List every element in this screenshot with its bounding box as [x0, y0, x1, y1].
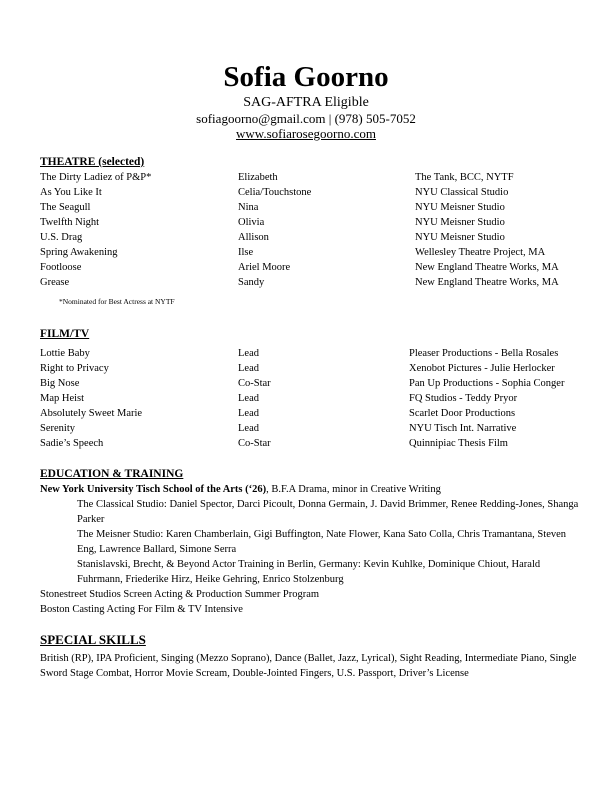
studio-training: Stanislavski, Brecht, & Beyond Actor Training in Berlin, Germany: Kevin Kuhlke, Dominique Chiout, Harald Fuhrmann, Friederike Hirz, Heike Gehring, Enrico Stolzenburg: [77, 559, 541, 585]
production-title: Grease: [40, 277, 70, 288]
role: Elizabeth: [238, 172, 278, 183]
role: Ilse: [238, 247, 254, 258]
education-heading: EDUCATION & TRAINING: [40, 468, 184, 480]
production-company: FQ Studios - Teddy Pryor: [409, 393, 518, 404]
venue: NYU Meisner Studio: [415, 217, 505, 228]
production-company: Scarlet Door Productions: [409, 408, 516, 419]
role: Celia/Touchstone: [238, 187, 312, 198]
school-line: [40, 482, 580, 497]
production-title: Footloose: [40, 262, 82, 273]
education-section: [40, 482, 580, 617]
role: Lead: [238, 423, 259, 434]
other-training: Boston Casting Acting For Film & TV Intensive: [40, 604, 243, 615]
role: Lead: [238, 348, 259, 359]
degree: , B.F.A Drama, minor in Creative Writing: [266, 484, 441, 495]
actor-name: Sofia Goorno: [223, 61, 389, 93]
table-row: [0, 245, 612, 260]
other-training: Stonestreet Studios Screen Acting & Production Summer Program: [40, 589, 320, 600]
role: Co-Star: [238, 378, 271, 389]
production-title: Right to Privacy: [40, 363, 109, 374]
table-row: [0, 346, 612, 361]
role: Co-Star: [238, 438, 271, 449]
production-company: Pleaser Productions - Bella Rosales: [409, 348, 559, 359]
venue: NYU Meisner Studio: [415, 232, 505, 243]
venue: New England Theatre Works, MA: [415, 262, 559, 273]
film-tv-heading: FILM/TV: [40, 328, 90, 340]
production-title: Big Nose: [40, 378, 80, 389]
nomination-note: *Nominated for Best Actress at NYTF: [59, 297, 175, 306]
union-status: SAG-AFTRA Eligible: [243, 95, 369, 110]
table-row: [0, 436, 612, 451]
table-row: [0, 275, 612, 290]
table-row: [0, 376, 612, 391]
table-row: [0, 391, 612, 406]
film-tv-credits: [0, 346, 612, 451]
table-row: [0, 200, 612, 215]
studio-training: The Meisner Studio: Karen Chamberlain, Gigi Buffington, Nate Flower, Kana Sato Colla, Chris Tramantana, Steven Eng, Lawrence Ballard, Simone Serra: [77, 529, 567, 555]
production-title: The Dirty Ladiez of P&P*: [40, 172, 152, 183]
production-title: Map Heist: [40, 393, 85, 404]
production-title: Twelfth Night: [40, 217, 100, 228]
table-row: [0, 215, 612, 230]
school-name: New York University Tisch School of the Arts (‘26): [40, 484, 267, 495]
production-title: Spring Awakening: [40, 247, 118, 258]
production-title: The Seagull: [40, 202, 91, 213]
production-title: Sadie’s Speech: [40, 438, 104, 449]
resume-header: [0, 60, 612, 141]
table-row: [0, 185, 612, 200]
table-row: [0, 361, 612, 376]
role: Olivia: [238, 217, 265, 228]
table-row: [0, 170, 612, 185]
production-company: Pan Up Productions - Sophia Conger: [409, 378, 565, 389]
production-title: As You Like It: [40, 187, 102, 198]
role: Lead: [238, 393, 259, 404]
production-title: U.S. Drag: [40, 232, 83, 243]
theatre-credits: [0, 170, 612, 290]
table-row: [0, 230, 612, 245]
production-title: Serenity: [40, 423, 75, 434]
venue: New England Theatre Works, MA: [415, 277, 559, 288]
contact-info: sofiagoorno@gmail.com | (978) 505-7052: [196, 111, 416, 126]
role: Sandy: [238, 277, 265, 288]
production-company: Xenobot Pictures - Julie Herlocker: [409, 363, 555, 374]
table-row: [0, 406, 612, 421]
table-row: [0, 260, 612, 275]
role: Nina: [238, 202, 259, 213]
venue: NYU Meisner Studio: [415, 202, 505, 213]
skills-heading: SPECIAL SKILLS: [40, 632, 146, 647]
table-row: [0, 421, 612, 436]
studio-training: The Classical Studio: Daniel Spector, Darci Picoult, Donna Germain, J. David Brimmer, Renee Redding-Jones, Shanga Parker: [77, 499, 579, 525]
theatre-heading: THEATRE (selected): [40, 156, 145, 168]
role: Lead: [238, 408, 259, 419]
production-company: NYU Tisch Int. Narrative: [409, 423, 517, 434]
role: Ariel Moore: [238, 262, 291, 273]
production-title: Lottie Baby: [40, 348, 90, 359]
production-title: Absolutely Sweet Marie: [40, 408, 143, 419]
role: Allison: [238, 232, 269, 243]
website-link[interactable]: www.sofiarosegoorno.com: [236, 126, 376, 141]
venue: NYU Classical Studio: [415, 187, 509, 198]
venue: Wellesley Theatre Project, MA: [415, 247, 546, 258]
venue: The Tank, BCC, NYTF: [415, 172, 514, 183]
production-company: Quinnipiac Thesis Film: [409, 438, 508, 449]
skills-list: British (RP), IPA Proficient, Singing (Mezzo Soprano), Dance (Ballet, Jazz, Lyrical), Sight Reading, Intermediate Piano, Single Sword Stage Combat, Horror Movie Scream, Double-Jointed Fingers, U.S. Passport, Driver’s License: [40, 653, 577, 679]
role: Lead: [238, 363, 259, 374]
